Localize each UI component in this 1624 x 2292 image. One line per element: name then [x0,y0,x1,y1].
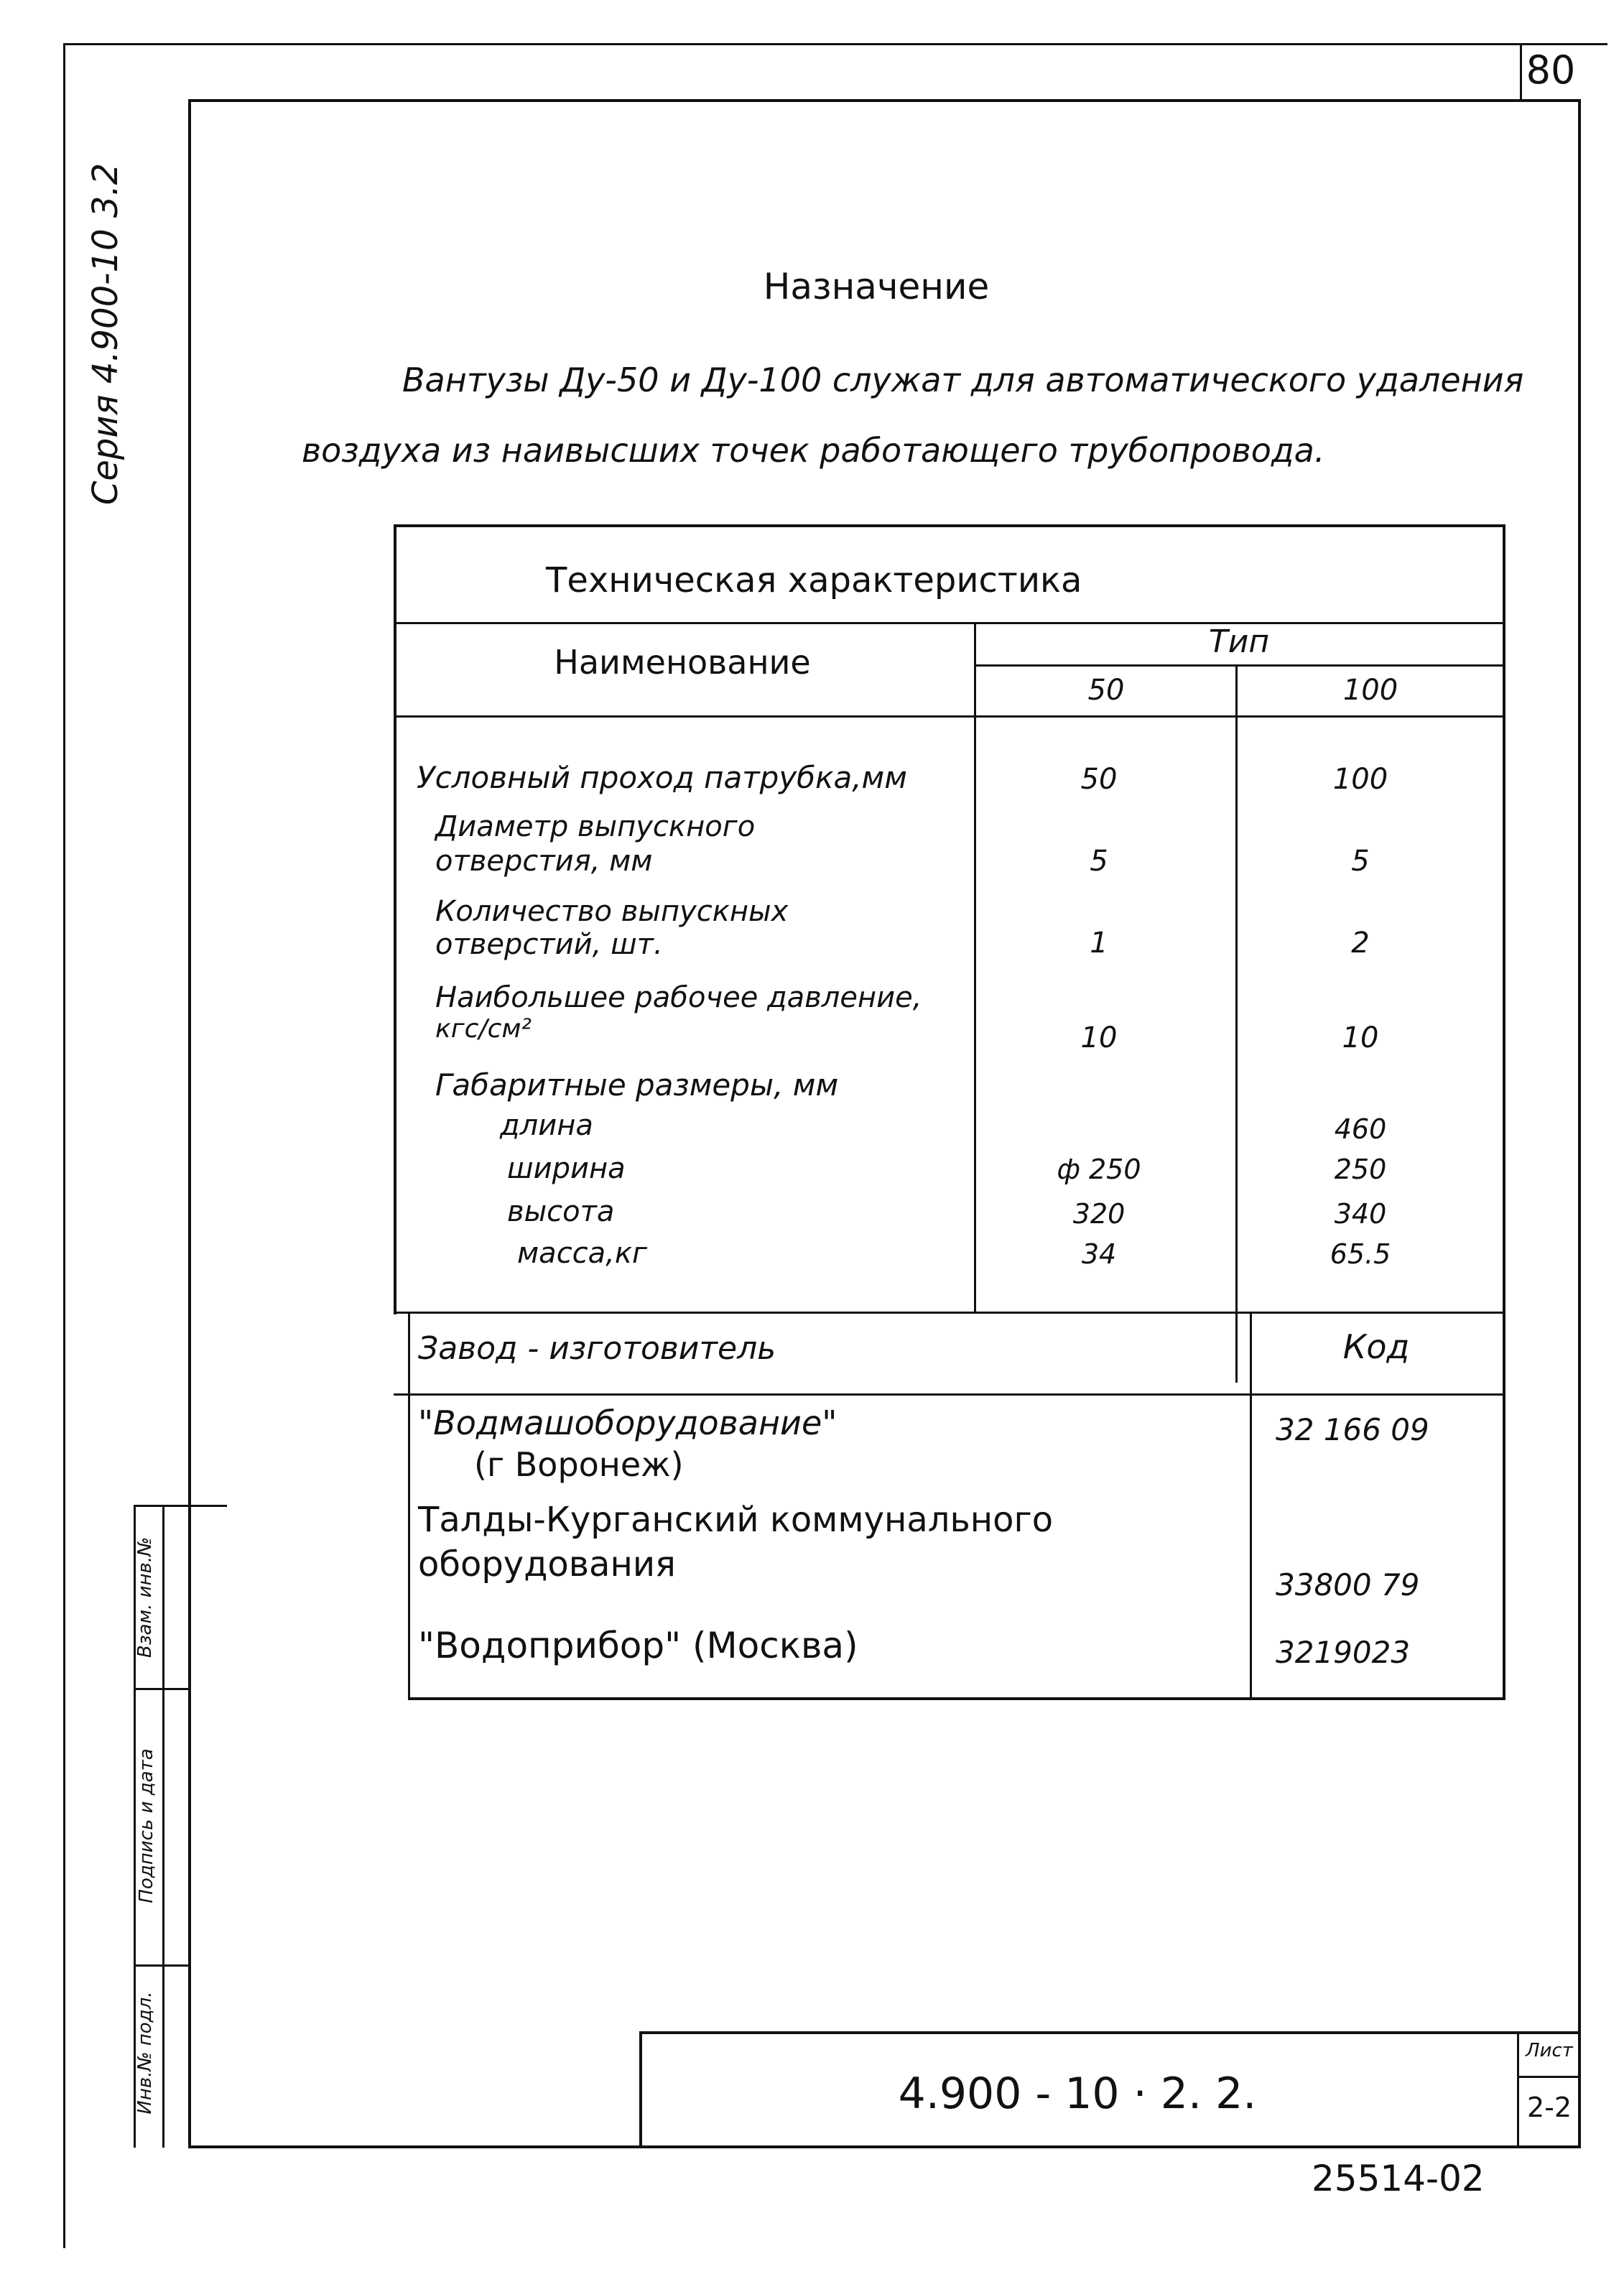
purpose-line-2: воздуха из наивысших точек работающего трубопровода. [302,431,1325,470]
side-stamp-signature-label: Подпись и дата [136,1748,157,1903]
spec-border-right [1503,524,1505,1314]
spec-border-top [394,524,1505,527]
outer-frame-top [63,43,1607,45]
inner-frame-bottom [188,2145,1581,2148]
side-stamp-hline-1 [134,1505,227,1507]
factory-code-divider [1250,1312,1252,1699]
spec-row-name: ширина [507,1152,626,1185]
factory-col-header: Завод - изготовитель [418,1330,776,1367]
inner-frame-right [1578,99,1581,2148]
side-stamp-vline-2 [162,1505,164,2148]
corner-page-number: 80 [1526,47,1576,93]
side-stamp-hline-2 [134,1688,191,1690]
spec-row-v50: 34 [1081,1238,1117,1270]
spec-col-divider-type [1235,664,1238,1383]
spec-header-divider [394,715,1505,718]
corner-box-left [1520,43,1522,101]
inner-frame-top [188,99,1578,102]
spec-row-v50: 10 [1080,1021,1118,1054]
spec-row-v100: 10 [1342,1021,1379,1054]
side-stamp-hline-3 [134,1964,191,1967]
spec-row-name: кгс/см² [435,1014,532,1044]
spec-row-name: Условный проход патрубка,мм [417,760,907,795]
spec-row-name: длина [500,1109,593,1142]
factory-bottom [408,1697,1505,1700]
list-label: Лист [1526,2040,1573,2061]
factory-row-name: Талды-Курганский коммунального [418,1500,1054,1540]
list-number: 2-2 [1526,2092,1572,2123]
spec-row-v50: 320 [1072,1198,1126,1230]
spec-row-v100: 100 [1332,763,1388,796]
spec-row-v100: 2 [1351,927,1370,960]
spec-row-name: отверстия, мм [435,845,653,878]
spec-row-v100: 340 [1334,1198,1387,1230]
factory-border-right [1503,1312,1505,1699]
spec-row-name: масса,кг [517,1237,648,1270]
inner-frame-left [188,99,191,2148]
spec-row-v50: ф 250 [1057,1154,1141,1185]
spec-row-v100: 250 [1334,1154,1387,1185]
archive-number: 25514-02 [1312,2158,1485,2199]
spec-col-divider-name [974,622,976,1312]
outer-frame-left [63,43,65,2248]
factory-row-name: "Водмашоборудование" [418,1403,837,1442]
spec-type-100-header: 100 [1342,674,1398,707]
spec-col-name-header: Наименование [554,643,811,682]
title-block-left [639,2031,642,2148]
spec-row-v100: 460 [1334,1113,1387,1145]
spec-col-type-header: Тип [1208,623,1270,660]
purpose-heading: Назначение [763,266,990,307]
side-series-label: Серия 4.900-10 3.2 [85,162,126,506]
factory-row-code: 33800 79 [1276,1567,1420,1602]
spec-type-divider [974,664,1505,667]
side-stamp-replace-label: Взам. инв.№ [134,1536,156,1658]
spec-row-name: Наибольшее рабочее давление, [435,981,922,1014]
spec-body-bottom [394,1312,1505,1314]
spec-row-name: Диаметр выпускного [435,810,756,843]
factory-header-divider [394,1393,1505,1396]
spec-row-v100: 65.5 [1330,1238,1391,1270]
document-code: 4.900 - 10 · 2. 2. [898,2069,1257,2119]
title-block-list-hline [1517,2076,1581,2078]
spec-row-v100: 5 [1351,845,1370,878]
factory-code-header: Код [1342,1327,1410,1366]
spec-row-v50: 5 [1090,845,1108,878]
factory-row-code: 3219023 [1276,1635,1411,1670]
factory-border-left [408,1312,410,1699]
factory-row-name: "Водоприбор" (Москва) [418,1625,858,1666]
spec-row-name: Габаритные размеры, мм [435,1067,839,1103]
spec-border-left [394,524,396,1314]
factory-row-code: 32 166 09 [1276,1412,1429,1447]
factory-row-name: (г Воронеж) [474,1445,684,1484]
spec-row-name: высота [507,1195,615,1228]
spec-title: Техническая характеристика [546,560,1082,600]
factory-row-name: оборудования [418,1544,676,1585]
spec-row-v50: 50 [1080,763,1118,796]
spec-type-50-header: 50 [1087,674,1125,707]
spec-row-v50: 1 [1090,927,1108,960]
title-block-top [639,2031,1581,2034]
purpose-line-1: Вантузы Ду-50 и Ду-100 служат для автоматического удаления [402,361,1524,399]
spec-row-name: Количество выпускных [435,895,789,928]
side-stamp-inv-label: Инв.№ подл. [134,1991,156,2115]
spec-row-name: отверстий, шт. [435,928,663,961]
title-block-list-divider [1517,2031,1519,2148]
